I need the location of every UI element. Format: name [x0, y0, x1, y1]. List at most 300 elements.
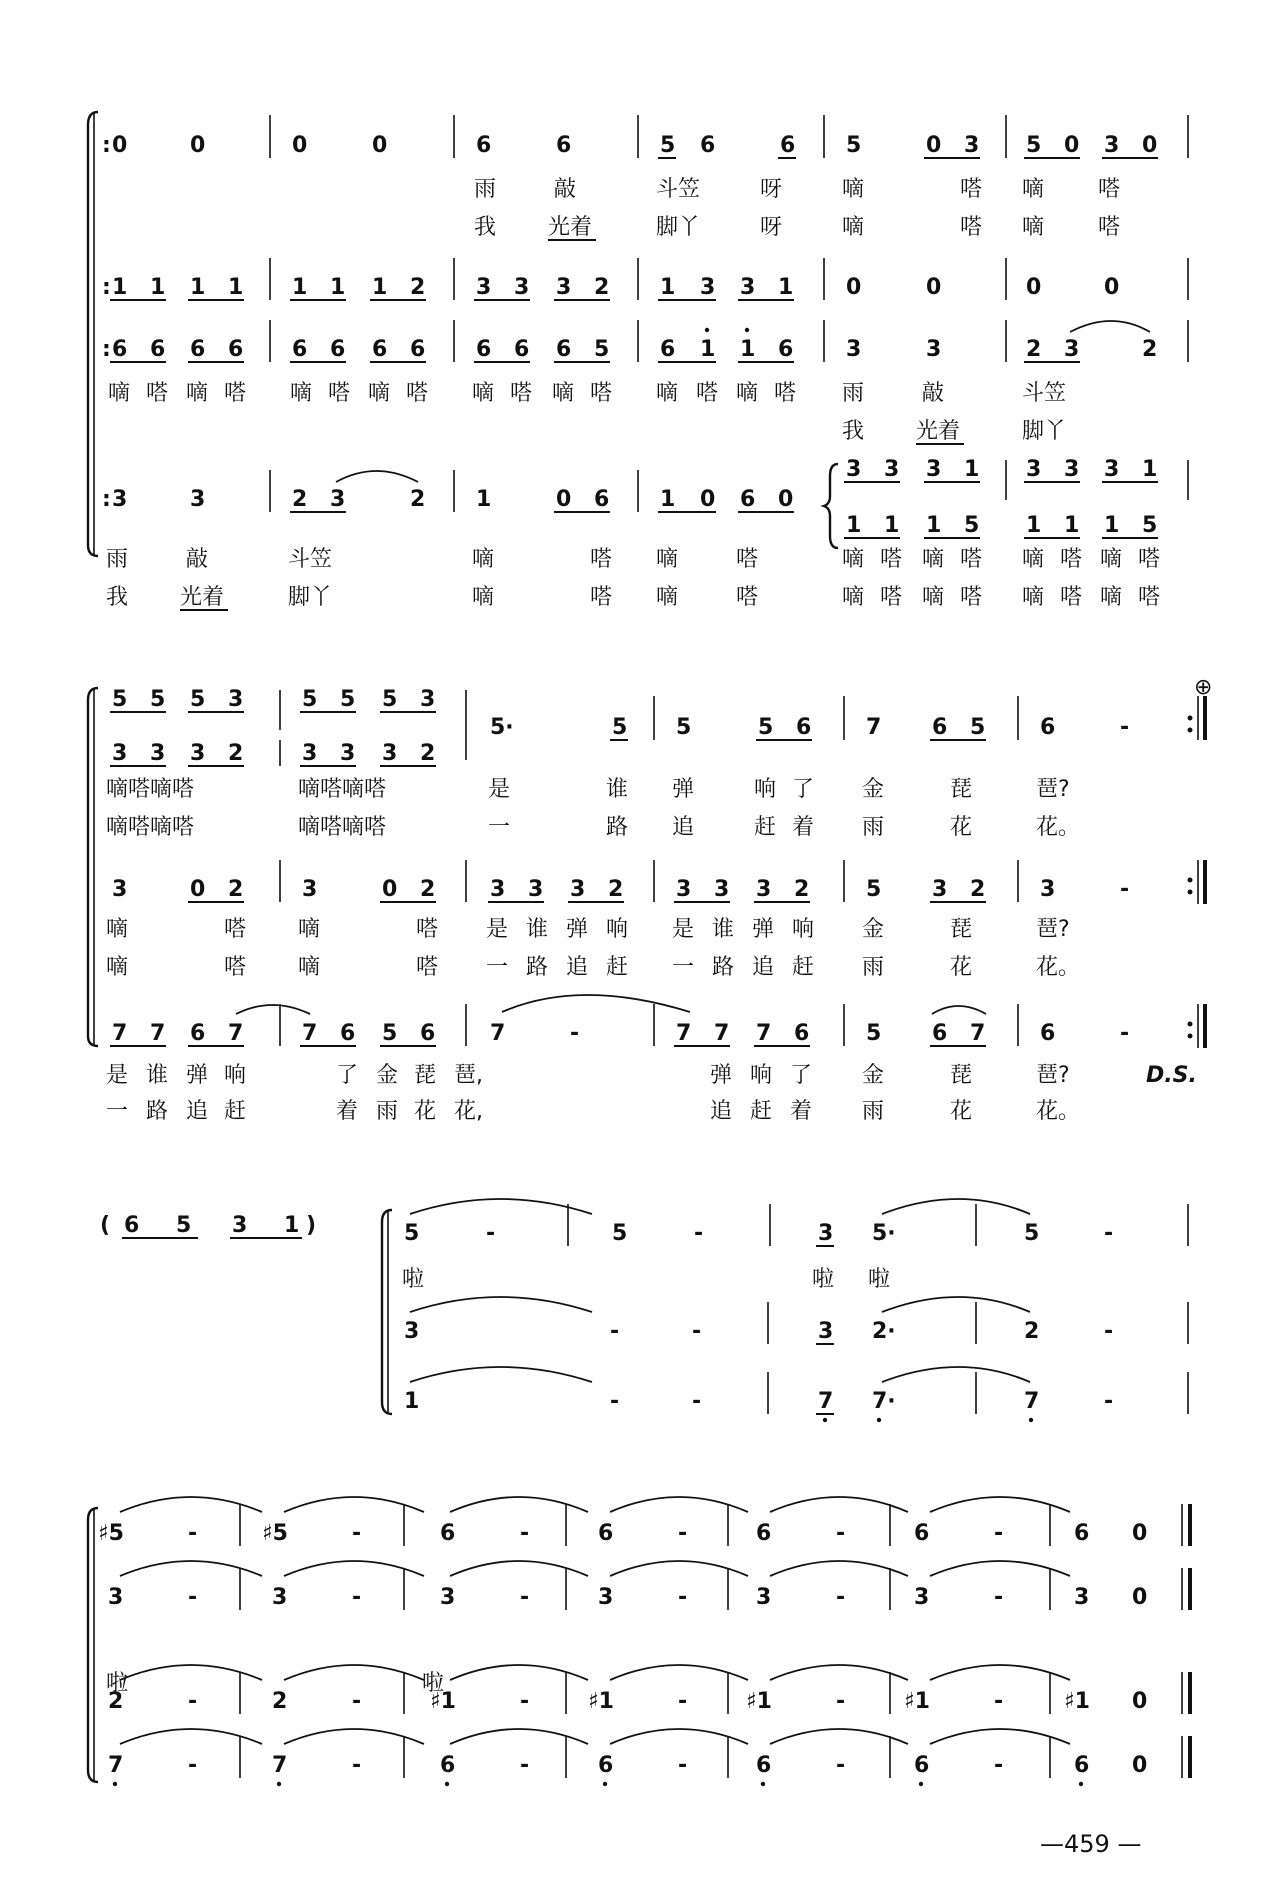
lyric: 金: [862, 777, 885, 802]
note: 3: [302, 741, 318, 766]
octave-dot: [603, 1782, 607, 1786]
note: 6: [372, 337, 388, 362]
tie: [284, 1665, 424, 1680]
note: -: [520, 1585, 530, 1610]
lyric: 嘀: [552, 381, 575, 406]
note: 5: [1026, 133, 1042, 158]
note: -: [678, 1753, 688, 1778]
note: 6: [556, 133, 572, 158]
lyric: 嘀: [472, 585, 495, 610]
note: 6: [420, 1021, 436, 1046]
note: 5: [676, 715, 692, 740]
lyric: 一路追赶: [486, 955, 647, 980]
lyric: 嗒: [880, 547, 903, 572]
repeat-sign: :: [102, 133, 111, 158]
system-2: [88, 675, 1212, 1124]
note: 2: [272, 1689, 288, 1714]
lyric: 嗒: [406, 381, 429, 406]
staff-1: [102, 115, 1188, 240]
svg-text:6: 6: [124, 1213, 140, 1238]
note: 5: [112, 687, 128, 712]
lyric: 金: [376, 1063, 399, 1088]
note: 6: [1040, 1021, 1056, 1046]
lyric: 花: [950, 815, 973, 840]
octave-dot: [277, 1782, 281, 1786]
lyric: 赶: [754, 815, 777, 840]
lyric: 嗒: [960, 585, 983, 610]
note: 6: [594, 487, 610, 512]
note: 5: [302, 687, 318, 712]
note: 3: [302, 877, 318, 902]
system-3: [100, 1199, 1188, 1422]
lyric: 着: [792, 815, 815, 840]
lyric: 赶: [224, 1099, 247, 1124]
note: 7: [1024, 1389, 1040, 1414]
note: -: [1120, 1021, 1130, 1046]
note: 3: [884, 457, 900, 482]
lyric: 是谁弹响: [486, 917, 647, 942]
note: 0: [1132, 1521, 1148, 1546]
note: 6: [476, 337, 492, 362]
note: 6: [756, 1753, 772, 1778]
lyric: 嗒: [224, 917, 247, 942]
note: 6: [410, 337, 426, 362]
lyric: 响: [754, 777, 777, 802]
note: 0: [1132, 1689, 1148, 1714]
note: 1: [660, 275, 676, 300]
note: 1: [964, 457, 980, 482]
note: -: [836, 1689, 846, 1714]
note: -: [1120, 715, 1130, 740]
lyric: 嘀: [736, 381, 759, 406]
lyric: 了: [792, 777, 815, 802]
note: 6: [440, 1753, 456, 1778]
note: 5: [866, 877, 882, 902]
note: 3: [740, 275, 756, 300]
note: 0: [1132, 1753, 1148, 1778]
note: 2: [410, 487, 426, 512]
note: 6: [780, 133, 796, 158]
note: 3: [514, 275, 530, 300]
note: 3: [756, 1585, 772, 1610]
note: 3: [112, 877, 128, 902]
octave-dot: [761, 1782, 765, 1786]
note: ♯1: [746, 1689, 772, 1714]
note: -: [188, 1521, 198, 1546]
lyric: 嘀: [922, 547, 945, 572]
lyric: 嘀: [1100, 585, 1123, 610]
note: 7: [112, 1021, 128, 1046]
note: -: [610, 1389, 620, 1414]
lyric: 嗒: [1060, 585, 1083, 610]
note: 2: [970, 877, 986, 902]
note: 1: [228, 275, 244, 300]
lyric: 嘀: [298, 955, 321, 980]
lyric: 嗒: [1098, 177, 1121, 202]
lyric: 花,: [454, 1099, 483, 1124]
octave-dot: [919, 1782, 923, 1786]
note: 1: [700, 337, 716, 362]
note: 6: [112, 337, 128, 362]
staff-2: [404, 1297, 1188, 1344]
tie: [770, 1497, 908, 1512]
lyric: 嗒: [146, 381, 169, 406]
lyric: 着: [790, 1099, 813, 1124]
note: 3: [846, 337, 862, 362]
lyric: 雨: [862, 1099, 885, 1124]
note: 6: [556, 337, 572, 362]
lyric: 嗒: [1138, 547, 1161, 572]
note: -: [994, 1753, 1004, 1778]
note: 2: [108, 1689, 124, 1714]
lyric: 花: [414, 1099, 437, 1124]
svg-text:(: (: [100, 1213, 111, 1238]
note: 6: [190, 337, 206, 362]
note: -: [520, 1753, 530, 1778]
lyric: 嘀: [1022, 547, 1045, 572]
note: 6: [440, 1521, 456, 1546]
lyric: 响: [750, 1063, 773, 1088]
lyric: 斗笠: [288, 547, 333, 572]
lyric: 嗒: [880, 585, 903, 610]
octave-dot: [445, 1782, 449, 1786]
note: 2: [594, 275, 610, 300]
tie: [770, 1665, 908, 1680]
octave-dot: [113, 1782, 117, 1786]
lyric: 斗笠: [1022, 381, 1067, 406]
page-number: —459 —: [1040, 1830, 1142, 1858]
lyric: 金: [862, 1063, 885, 1088]
note: 3: [420, 687, 436, 712]
note: -: [994, 1689, 1004, 1714]
lyric: 一: [106, 1099, 129, 1124]
note: -: [678, 1689, 688, 1714]
note: 5: [758, 715, 774, 740]
lyric: 嗒: [774, 381, 797, 406]
lyric: 嗒: [1138, 585, 1161, 610]
note: 3: [714, 877, 730, 902]
lyric: 嘀: [842, 177, 865, 202]
lyric: 是: [106, 1063, 129, 1088]
note: 2: [420, 877, 436, 902]
note: 5: [970, 715, 986, 740]
lyric: 雨: [842, 381, 865, 406]
note: 3: [112, 741, 128, 766]
note: 2: [608, 877, 624, 902]
lyric: 嘀: [842, 215, 865, 240]
note: -: [994, 1585, 1004, 1610]
note: 3: [1104, 457, 1120, 482]
lyric: 光着: [548, 215, 593, 240]
note: 1: [330, 275, 346, 300]
note: 0: [778, 487, 794, 512]
lyric: 路: [606, 815, 629, 840]
lyric: 嘀嗒嘀嗒: [106, 815, 195, 840]
tie: [450, 1561, 588, 1576]
svg-text:1: 1: [284, 1213, 300, 1238]
note: 3: [846, 457, 862, 482]
note: 2: [1142, 337, 1158, 362]
note: -: [678, 1521, 688, 1546]
lyric: 啦: [868, 1267, 891, 1292]
note: 1: [1104, 513, 1120, 538]
note: -: [610, 1319, 620, 1344]
lyric: 嘀: [298, 917, 321, 942]
note: -: [188, 1753, 198, 1778]
note: 0: [292, 133, 308, 158]
lyric: 嗒: [416, 917, 439, 942]
lyric: 嘀: [290, 381, 313, 406]
note: 6: [796, 715, 812, 740]
note: 5: [1024, 1221, 1040, 1246]
note: 6: [932, 1021, 948, 1046]
note: ♯1: [1064, 1689, 1090, 1714]
lyric: 啦: [422, 1671, 445, 1696]
note: -: [1120, 877, 1130, 902]
note: 1: [778, 275, 794, 300]
note: 6: [1074, 1753, 1090, 1778]
staff-4: [102, 457, 1188, 610]
note: 0: [1026, 275, 1042, 300]
lyric: 嗒: [736, 547, 759, 572]
lyric: 嗒: [224, 955, 247, 980]
note: 7: [302, 1021, 318, 1046]
lyric: 啦: [402, 1267, 425, 1292]
note: 5: [612, 1221, 628, 1246]
lyric: 琶?: [1036, 917, 1070, 942]
lyric: 一: [488, 815, 511, 840]
note: 6: [292, 337, 308, 362]
note: 5: [866, 1021, 882, 1046]
note: 1: [1142, 457, 1158, 482]
lyric: 花。: [1036, 955, 1081, 980]
note: 5: [594, 337, 610, 362]
note: 5: [404, 1221, 420, 1246]
svg-text::: :: [102, 337, 111, 362]
note: 5: [340, 687, 356, 712]
note: 2: [410, 275, 426, 300]
lyric: 一路追赶: [672, 955, 833, 980]
note: 1: [476, 487, 492, 512]
note: ♯5: [262, 1521, 288, 1546]
lyric: 琶?: [1036, 1063, 1070, 1088]
lyric: 嘀: [472, 381, 495, 406]
lyric: 嘀: [368, 381, 391, 406]
note: 3: [1040, 877, 1056, 902]
note: 3: [190, 487, 206, 512]
lyric: 了: [790, 1063, 813, 1088]
svg-text::: :: [102, 275, 111, 300]
lyric: 是谁弹响: [672, 917, 833, 942]
lyric: 琶?: [1036, 777, 1070, 802]
lyric: 敲: [554, 177, 577, 202]
lyric: 雨: [376, 1099, 399, 1124]
note: 6: [514, 337, 530, 362]
note: 6: [598, 1521, 614, 1546]
note: 2: [420, 741, 436, 766]
lyric: 嘀: [106, 955, 129, 980]
tie: [284, 1497, 424, 1512]
note: 5: [660, 133, 676, 158]
note: 7: [108, 1753, 124, 1778]
staff-1: [106, 687, 1205, 840]
note: -: [570, 1021, 580, 1046]
lyric: 嘀: [106, 917, 129, 942]
note: 1: [112, 275, 128, 300]
note: 0: [1132, 1585, 1148, 1610]
lyric: 花: [950, 955, 973, 980]
note: -: [1104, 1319, 1114, 1344]
tie: [284, 1729, 424, 1744]
lyric: 花: [950, 1099, 973, 1124]
note: 3: [272, 1585, 288, 1610]
lyric: 嗒: [328, 381, 351, 406]
lyric: 雨: [474, 177, 497, 202]
lyric: 赶: [750, 1099, 773, 1124]
note: 6: [932, 715, 948, 740]
lyric: 嘀嗒嘀嗒: [298, 815, 387, 840]
note: 3: [340, 741, 356, 766]
note: 3: [914, 1585, 930, 1610]
lyric: 琵: [950, 1063, 973, 1088]
lyric: 敲: [186, 547, 209, 572]
note: 1: [1064, 513, 1080, 538]
note: 7: [756, 1021, 772, 1046]
note: 2: [292, 487, 308, 512]
prefix-phrase: [100, 1213, 316, 1238]
note: 7: [272, 1753, 288, 1778]
note: 3: [150, 741, 166, 766]
note: 6: [700, 133, 716, 158]
note: 0: [1104, 275, 1120, 300]
note: 3: [570, 877, 586, 902]
lyric: 嗒: [224, 381, 247, 406]
note: 6: [914, 1753, 930, 1778]
lyric: 追: [186, 1099, 209, 1124]
lyric: 敲: [922, 381, 945, 406]
lyric: 嗒: [416, 955, 439, 980]
coda-sign: ⊕: [1194, 675, 1213, 700]
note: ♯1: [904, 1689, 930, 1714]
note: -: [836, 1753, 846, 1778]
note: 6: [340, 1021, 356, 1046]
note: 1: [190, 275, 206, 300]
staff-3: [404, 1367, 1188, 1422]
note: 1: [926, 513, 942, 538]
note: 5·: [490, 715, 514, 740]
note: 3: [1064, 457, 1080, 482]
note: 0: [700, 487, 716, 512]
lyric: 嘀: [1022, 177, 1045, 202]
note: 5: [150, 687, 166, 712]
note: 3: [440, 1585, 456, 1610]
lyric: 嗒: [1098, 215, 1121, 240]
note: 1: [884, 513, 900, 538]
note: 6: [330, 337, 346, 362]
note: 3: [964, 133, 980, 158]
lyric: 嘀: [1100, 547, 1123, 572]
note: 3: [476, 275, 492, 300]
note: 5: [964, 513, 980, 538]
tie: [450, 1497, 588, 1512]
note: 3: [382, 741, 398, 766]
lyric: 嘀: [922, 585, 945, 610]
tie: [450, 1729, 588, 1744]
note: -: [486, 1221, 496, 1246]
staff-3: [106, 995, 1205, 1124]
note: 3: [818, 1221, 834, 1246]
lyric: 光着: [916, 419, 961, 444]
note: 6: [794, 1021, 810, 1046]
note: -: [836, 1585, 846, 1610]
note: 7·: [872, 1389, 896, 1414]
lyric: 嘀: [1022, 215, 1045, 240]
note: ♯1: [588, 1689, 614, 1714]
lyric: 弹: [186, 1063, 209, 1088]
note: 3: [700, 275, 716, 300]
note: 3: [528, 877, 544, 902]
note: 7: [228, 1021, 244, 1046]
note: -: [188, 1585, 198, 1610]
note: 6: [1074, 1521, 1090, 1546]
note: 6: [228, 337, 244, 362]
tie: [930, 1497, 1070, 1512]
note: -: [352, 1689, 362, 1714]
note: 6: [190, 1021, 206, 1046]
note: 7: [150, 1021, 166, 1046]
svg-text:5: 5: [176, 1213, 192, 1238]
note: 2·: [872, 1319, 896, 1344]
note: 7: [490, 1021, 506, 1046]
note: -: [694, 1221, 704, 1246]
note: 1: [740, 337, 756, 362]
note: 3: [190, 741, 206, 766]
lyric: 脚丫: [1022, 419, 1067, 444]
note: 5·: [872, 1221, 896, 1246]
lyric: 嘀: [1022, 585, 1045, 610]
note: 3: [112, 487, 128, 512]
lyric: 嗒: [590, 381, 613, 406]
lyric: 斗笠: [656, 177, 701, 202]
tie: [770, 1561, 908, 1576]
lyric: 嘀: [656, 547, 679, 572]
note: 6: [660, 337, 676, 362]
note: 6: [476, 133, 492, 158]
note: 3: [330, 487, 346, 512]
lyric: 雨: [106, 547, 129, 572]
lyric: 了: [336, 1063, 359, 1088]
note: 0: [190, 877, 206, 902]
lyric: 弹: [710, 1063, 733, 1088]
ds-marking: D.S.: [1146, 1063, 1197, 1088]
note: 2: [1026, 337, 1042, 362]
note: 3: [228, 687, 244, 712]
lyric: 我: [842, 419, 865, 444]
lyric: 嗒: [696, 381, 719, 406]
lyric: 响: [224, 1063, 247, 1088]
lyric: 弹: [672, 777, 695, 802]
lyric: 呀: [760, 177, 783, 202]
lyric: 光着: [180, 585, 225, 610]
lyric: 嗒: [590, 585, 613, 610]
note: 6: [740, 487, 756, 512]
lyric: 嘀: [108, 381, 131, 406]
note: 2: [228, 877, 244, 902]
lyric: 是: [488, 777, 511, 802]
note: -: [1104, 1389, 1114, 1414]
staff-3: [102, 320, 1188, 444]
lyric: 嘀: [472, 547, 495, 572]
